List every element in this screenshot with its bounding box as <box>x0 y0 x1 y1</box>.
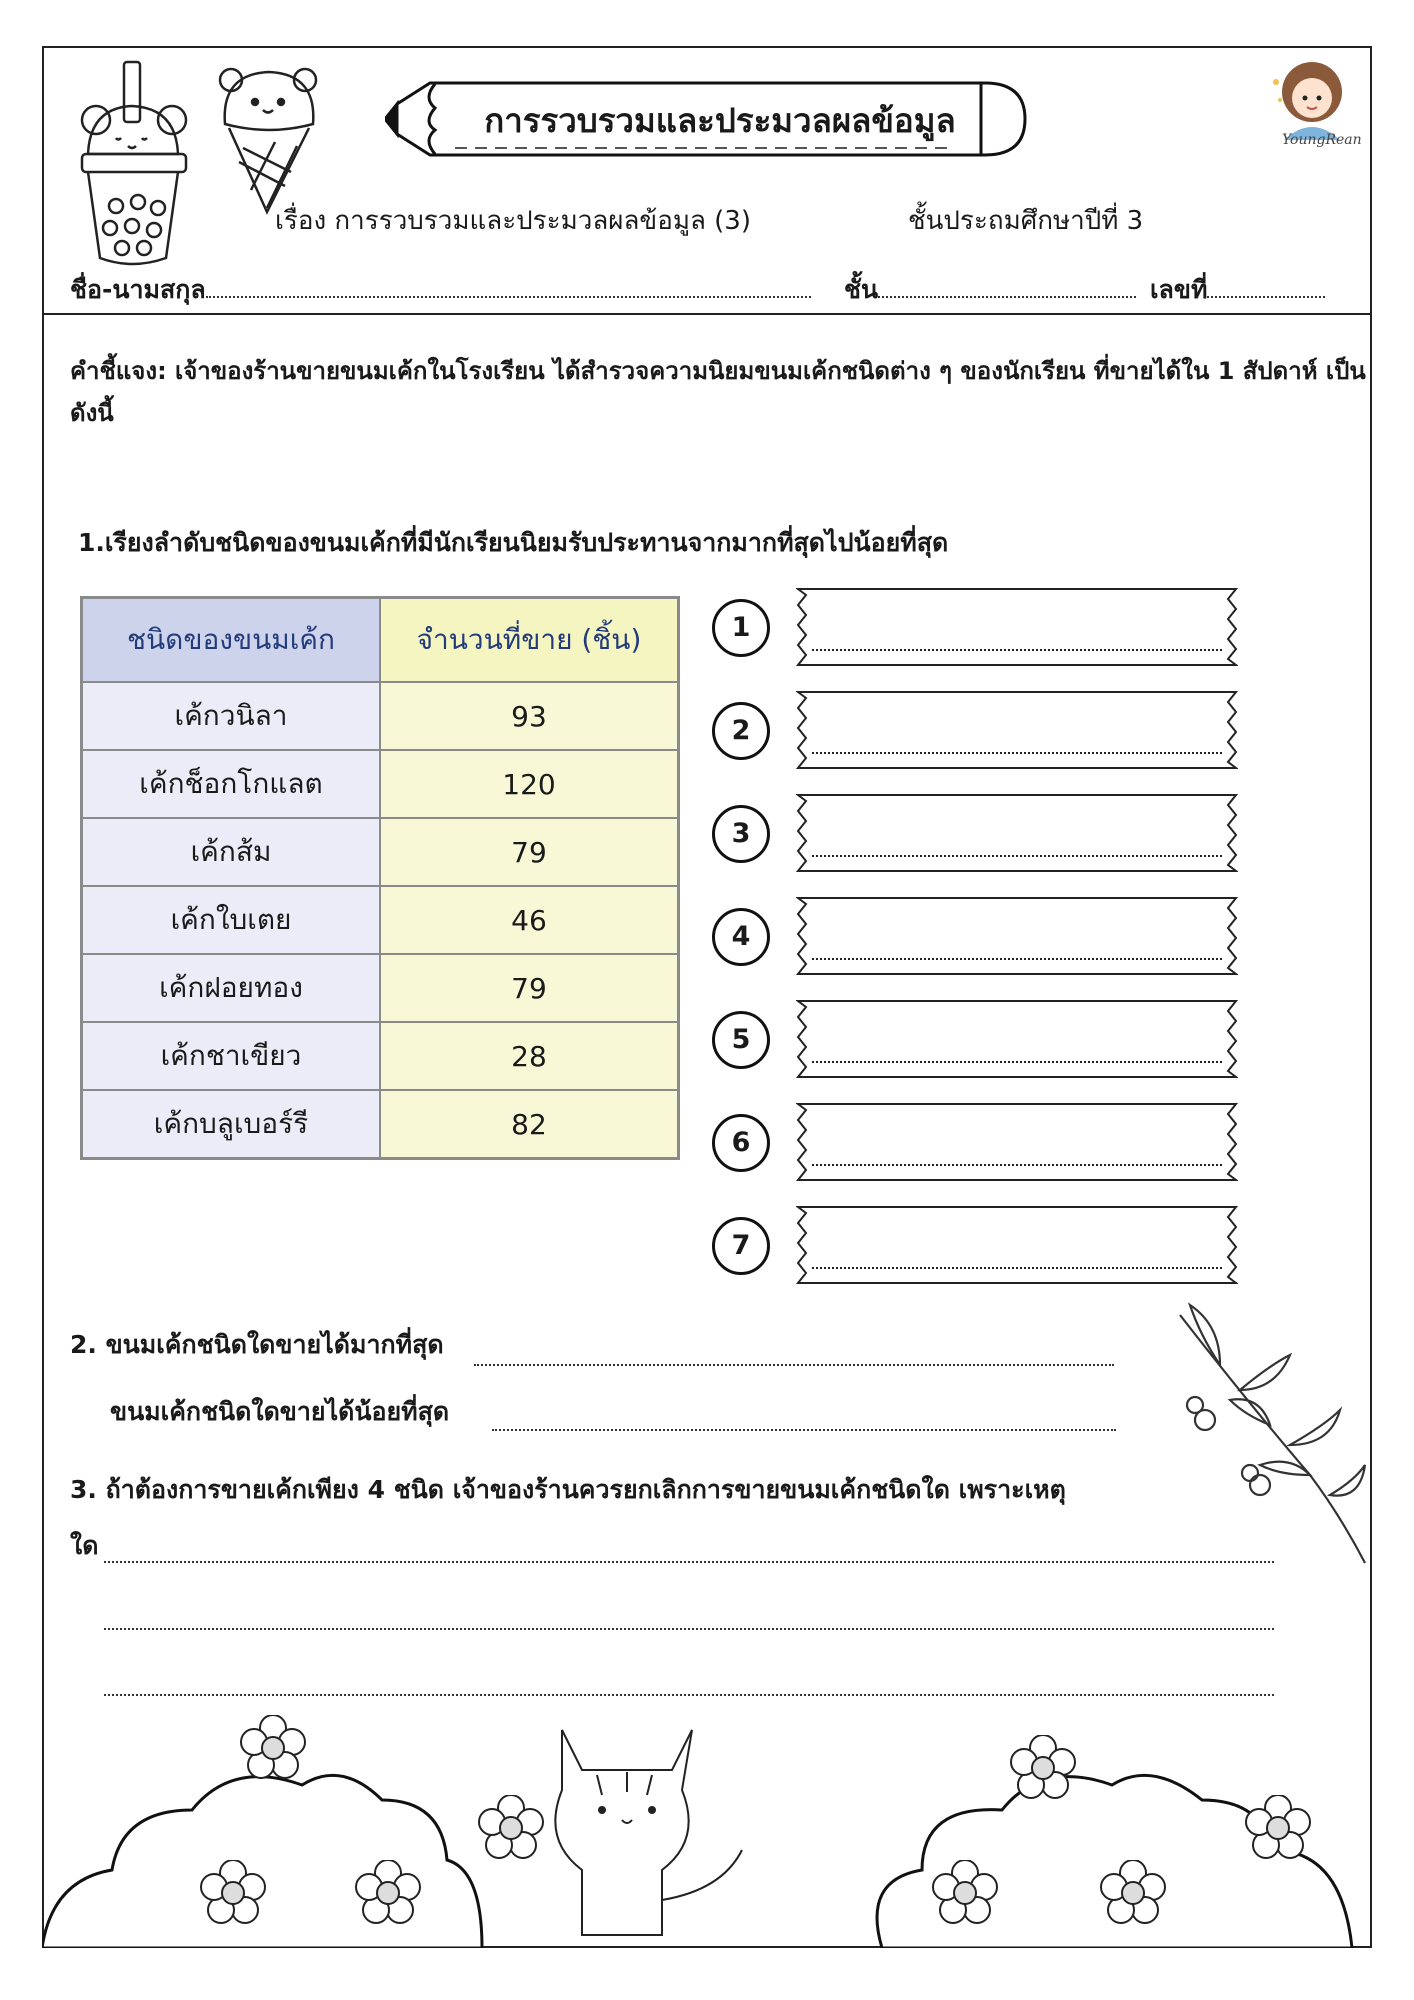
tape-box-icon <box>796 896 1238 976</box>
number-field[interactable] <box>1150 270 1325 310</box>
question-3-continued: ใด <box>70 1531 99 1560</box>
question-3-blank-2[interactable] <box>104 1627 1274 1630</box>
question-2-most: 2. ขนมเค้กชนิดใดขายได้มากที่สุด <box>70 1330 444 1359</box>
answer-blank[interactable] <box>812 1164 1222 1166</box>
table-row <box>82 886 679 954</box>
flower-icon <box>355 1860 421 1930</box>
cake-name: เค้กบลูเบอร์รี <box>82 1090 381 1159</box>
answer-blank[interactable] <box>812 1267 1222 1269</box>
sold-count: 79 <box>380 954 679 1022</box>
header-cake-type: ชนิดของขนมเค้ก <box>82 598 381 683</box>
worksheet-subtitle: เรื่อง การรวบรวมและประมวลผลข้อมูล (3) <box>275 206 751 236</box>
header-amount-sold: จำนวนที่ขาย (ชิ้น) <box>380 598 679 683</box>
table-row <box>82 818 679 886</box>
answer-blank[interactable] <box>812 649 1222 651</box>
rank-answer-1[interactable] <box>712 587 1242 667</box>
table-row <box>82 750 679 818</box>
question-2-least: ขนมเค้กชนิดใดขายได้น้อยที่สุด <box>110 1397 450 1426</box>
question-3: 3. ถ้าต้องการขายเค้กเพียง 4 ชนิด เจ้าของร้านควรยกเลิกการขายขนมเค้กชนิดใด เพราะเหตุ <box>70 1475 1066 1504</box>
cake-name: เค้กใบเตย <box>82 886 381 954</box>
rank-number: 1 <box>712 599 770 657</box>
question-2-most-blank[interactable] <box>474 1363 1114 1366</box>
rank-answer-4[interactable] <box>712 896 1242 976</box>
flower-icon <box>240 1715 306 1785</box>
flower-icon <box>478 1795 544 1865</box>
question-1: 1.เรียงลำดับชนิดของขนมเค้กที่มีนักเรียนนิยมรับประทานจากมากที่สุดไปน้อยที่สุด <box>78 528 949 557</box>
sold-count: 93 <box>380 682 679 750</box>
flower-icon <box>1010 1735 1076 1805</box>
sold-count: 120 <box>380 750 679 818</box>
answer-blank[interactable] <box>812 1061 1222 1063</box>
tape-box-icon <box>796 1205 1238 1285</box>
cake-name: เค้กช็อกโกแลต <box>82 750 381 818</box>
cake-name: เค้กวนิลา <box>82 682 381 750</box>
tape-box-icon <box>796 690 1238 770</box>
rank-number: 7 <box>712 1217 770 1275</box>
tape-box-icon <box>796 999 1238 1079</box>
rank-number: 5 <box>712 1011 770 1069</box>
flower-icon <box>200 1860 266 1930</box>
class-field[interactable] <box>844 270 1136 310</box>
cake-name: เค้กชาเขียว <box>82 1022 381 1090</box>
cat-icon <box>555 1730 742 1935</box>
rank-answer-2[interactable] <box>712 690 1242 770</box>
table-row <box>82 1090 679 1159</box>
sold-count: 79 <box>380 818 679 886</box>
flower-icon <box>932 1860 998 1930</box>
sold-count: 28 <box>380 1022 679 1090</box>
rank-answer-7[interactable] <box>712 1205 1242 1285</box>
table-row <box>82 1022 679 1090</box>
rank-answer-5[interactable] <box>712 999 1242 1079</box>
cake-name: เค้กฝอยทอง <box>82 954 381 1022</box>
rank-number: 2 <box>712 702 770 760</box>
branch-icon <box>1160 1295 1375 1575</box>
brand-label: YoungRean <box>1282 132 1362 148</box>
sold-count: 82 <box>380 1090 679 1159</box>
name-field[interactable] <box>70 270 811 310</box>
answer-blank[interactable] <box>812 855 1222 857</box>
table-row <box>82 954 679 1022</box>
class-blank[interactable] <box>878 295 1136 298</box>
class-label: ชั้น <box>844 275 879 304</box>
tape-box-icon <box>796 587 1238 667</box>
question-3-blank-1[interactable] <box>104 1560 1274 1563</box>
flower-icon <box>1100 1860 1166 1930</box>
instructions: คำชี้แจง: เจ้าของร้านขายขนมเค้กในโรงเรียน ได้สำรวจความนิยมขนมเค้กชนิดต่าง ๆ ของนักเรียน ที่ขายได้ใน 1 สัปดาห์ เป็นดังนี้ <box>70 357 1366 427</box>
rank-number: 3 <box>712 805 770 863</box>
answer-blank[interactable] <box>812 752 1222 754</box>
tape-box-icon <box>796 793 1238 873</box>
page-title: การรวบรวมและประมวลผลข้อมูล <box>484 101 956 140</box>
rank-number: 6 <box>712 1114 770 1172</box>
rank-answer-6[interactable] <box>712 1102 1242 1182</box>
name-label: ชื่อ-นามสกุล <box>70 275 206 304</box>
sold-count: 46 <box>380 886 679 954</box>
name-blank[interactable] <box>206 295 811 298</box>
number-label: เลขที่ <box>1150 275 1208 304</box>
rank-number: 4 <box>712 908 770 966</box>
answer-blank[interactable] <box>812 958 1222 960</box>
question-3-blank-3[interactable] <box>104 1693 1274 1696</box>
flower-icon <box>1245 1795 1311 1865</box>
number-blank[interactable] <box>1207 295 1325 298</box>
table-row <box>82 682 679 750</box>
grade-label: ชั้นประถมศึกษาปีที่ 3 <box>908 206 1144 236</box>
cake-name: เค้กส้ม <box>82 818 381 886</box>
rank-answer-3[interactable] <box>712 793 1242 873</box>
tape-box-icon <box>796 1102 1238 1182</box>
header-divider <box>42 313 1372 315</box>
question-2-least-blank[interactable] <box>492 1428 1116 1431</box>
ice-cream-icon <box>215 62 325 222</box>
cake-sales-table <box>80 596 680 1160</box>
